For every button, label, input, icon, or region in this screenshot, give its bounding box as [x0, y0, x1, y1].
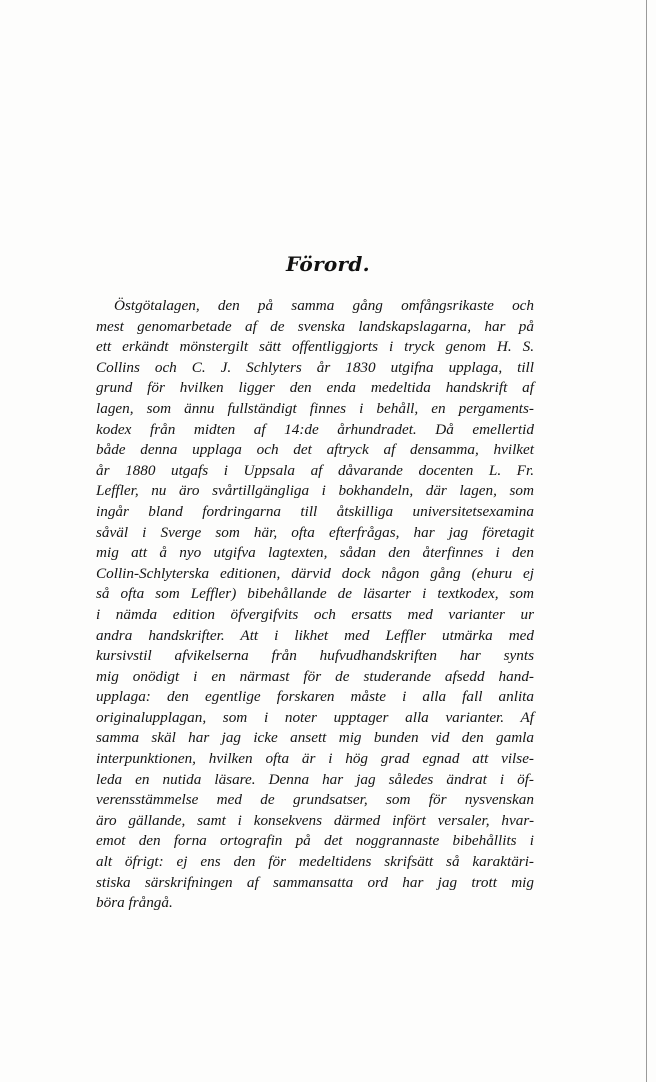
text-line: mig att å nyo utgifva lagtexten, sådan den återfinnes i den — [96, 544, 534, 562]
text-line: äro gällande, samt i konsekvens därmed infört versaler, hvar- — [96, 811, 534, 829]
text-line: år 1880 utgafs i Uppsala af dåvarande docenten L. Fr. — [96, 461, 534, 479]
text-line: grund för hvilken ligger den enda medeltida handskrift af — [96, 379, 534, 397]
text-line: kursivstil afvikelserna från hufvudhandskriften har synts — [96, 647, 534, 665]
text-line: lagen, som ännu fullständigt finnes i behåll, en pergaments- — [96, 399, 534, 417]
text-line: Östgötalagen, den på samma gång omfångsrikaste och — [114, 297, 534, 314]
text-line: stiska särskrifningen af sammansatta ord har jag trott mig — [96, 873, 534, 891]
text-line: Leffler, nu äro svårtillgängliga i bokhandeln, där lagen, som — [96, 482, 534, 500]
text-line: upplaga: den egentlige forskaren måste i alla fall anlita — [96, 688, 534, 706]
text-line: böra frångå. — [96, 894, 173, 912]
text-line: Collins och C. J. Schlyters år 1830 utgifna upplaga, till — [96, 358, 534, 376]
text-line: kodex från midten af 14:de århundradet. Då emellertid — [96, 420, 534, 438]
text-line: mig onödigt i en närmast för de studerande afsedd hand- — [96, 667, 534, 685]
text-line: samma skäl har jag icke ansett mig bunden vid den gamla — [96, 729, 534, 747]
text-line: leda en nutida läsare. Denna har jag således ändrat i öf- — [96, 770, 534, 788]
text-line: verensstämmelse med de grundsatser, som för nysvenskan — [96, 791, 534, 809]
text-line: i nämda edition öfvergifvits och ersatts med varianter ur — [96, 605, 534, 623]
preface-paragraph — [96, 296, 534, 914]
page-edge-line — [646, 0, 647, 1082]
text-line: mest genomarbetade af de svenska landskapslagarna, har på — [96, 317, 534, 335]
text-line: både denna upplaga och det aftryck af densamma, hvilket — [96, 441, 534, 459]
text-line: alt öfrigt: ej ens den för medeltidens skrifsätt så karaktäri- — [96, 853, 534, 871]
text-line: interpunktionen, hvilken ofta är i hög grad egnad att vilse- — [96, 750, 534, 768]
text-line: emot den forna ortografin på det noggrannaste bibehållits i — [96, 832, 534, 850]
text-line: såväl i Sverge som här, ofta efterfrågas, har jag företagit — [96, 523, 534, 541]
text-line: ingår bland fordringarna till åtskilliga universitetsexamina — [96, 502, 534, 520]
text-line: originalupplagan, som i noter upptager alla varianter. Af — [96, 708, 534, 726]
text-line: ett erkändt mönstergilt sätt offentliggjorts i tryck genom H. S. — [96, 338, 534, 356]
text-line: så ofta som Leffler) bibehållande de läsarter i textkodex, som — [96, 585, 534, 603]
text-line: andra handskrifter. Att i likhet med Leffler utmärka med — [96, 626, 534, 644]
page-heading: Förord. — [286, 252, 370, 276]
text-line: Collin-Schlyterska editionen, därvid dock någon gång (ehuru ej — [96, 564, 534, 582]
